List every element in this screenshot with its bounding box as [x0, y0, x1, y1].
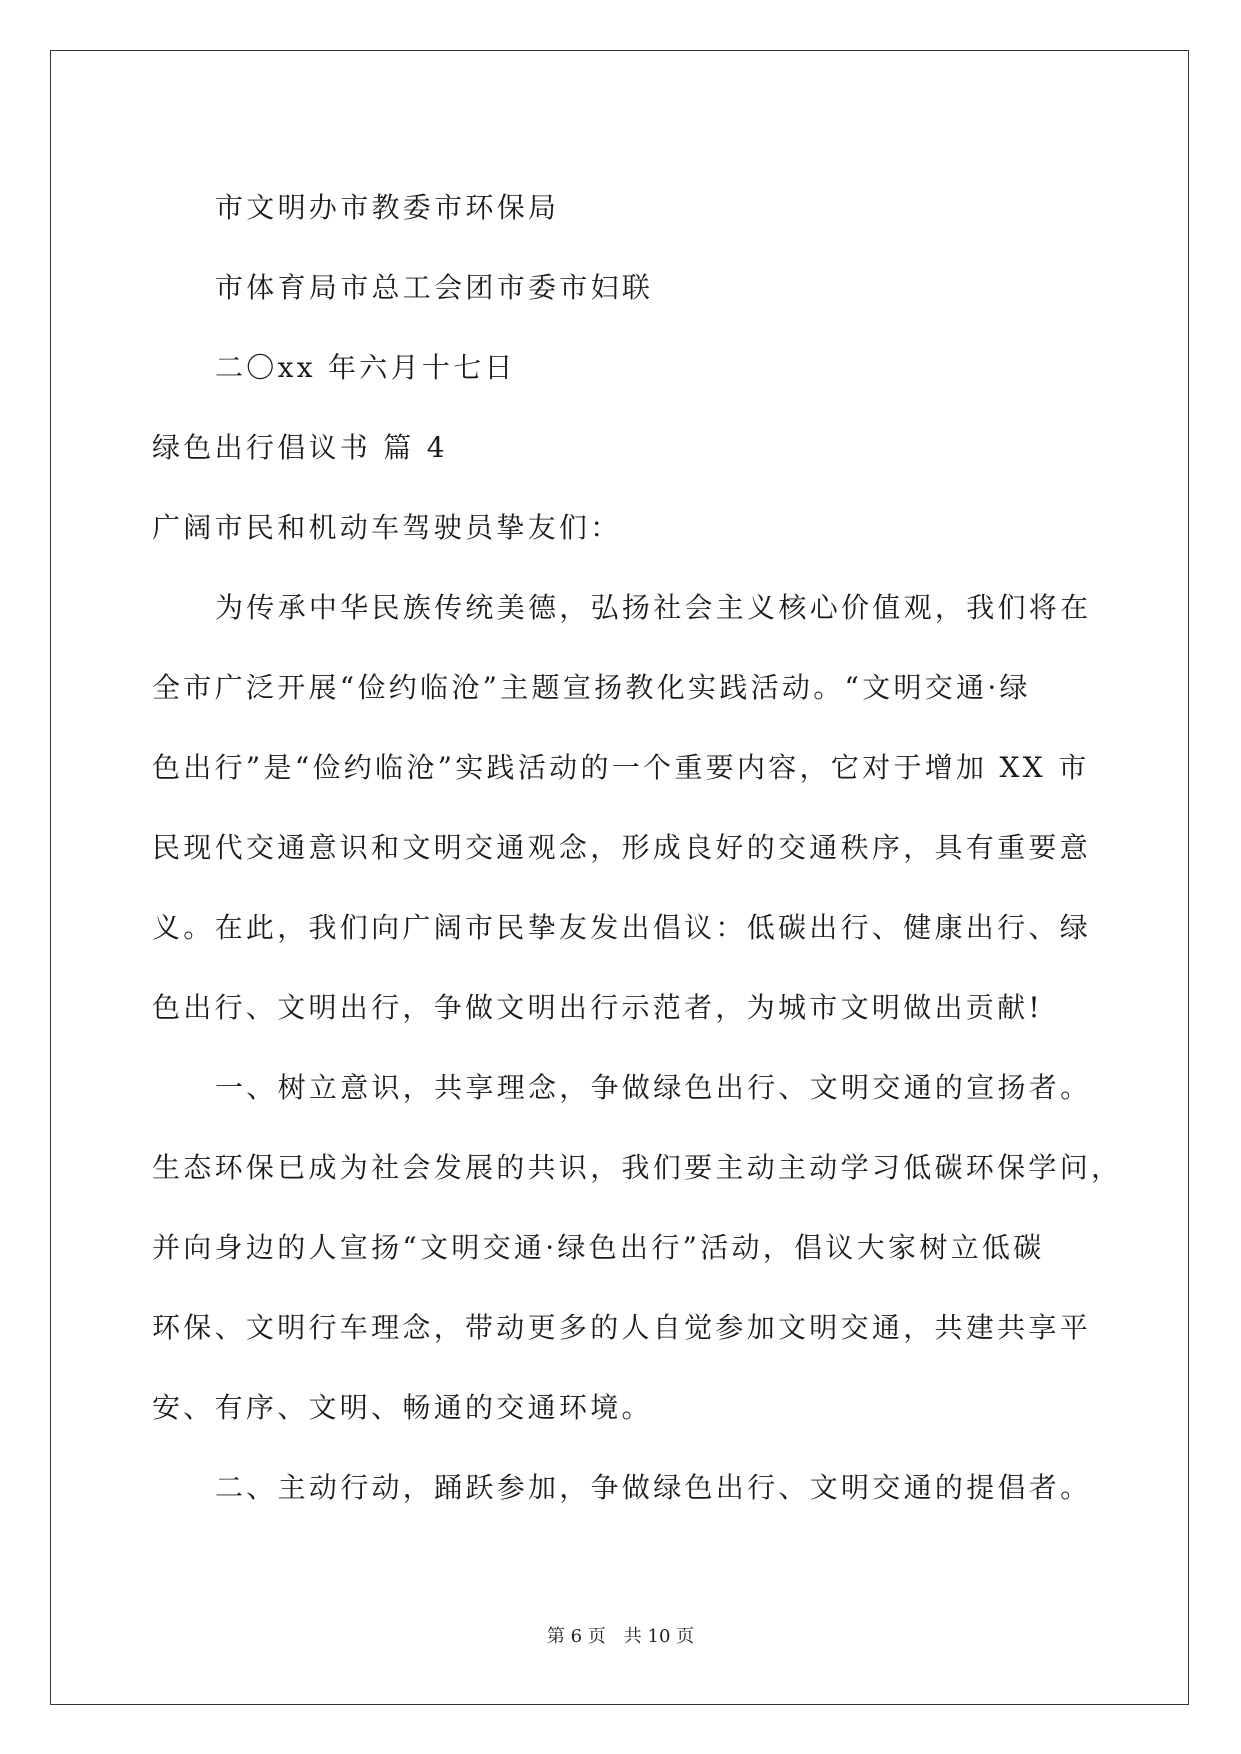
- date-line: 二〇xx 年六月十七日: [215, 351, 516, 384]
- body-line: 安、有序、文明、畅通的交通环境。: [152, 1391, 653, 1424]
- body-line: 全市广泛开展“俭约临沧”主题宣扬教化实践活动。“文明交通·绿: [152, 671, 1031, 704]
- section-title: 绿色出行倡议书 篇 4: [152, 431, 448, 464]
- document-body: [152, 168, 1123, 1528]
- signatory-line-2: 市体育局市总工会团市委市妇联: [215, 271, 654, 304]
- point-two-heading: 二、主动行动，踊跃参加，争做绿色出行、文明交通的提倡者。: [215, 1471, 1092, 1504]
- body-line: 义。在此，我们向广阔市民挚友发出倡议：低碳出行、健康出行、绿: [152, 911, 1092, 944]
- body-line: 生态环保已成为社会发展的共识，我们要主动主动学习低碳环保学问，: [152, 1151, 1123, 1184]
- body-line: 为传承中华民族传统美德，弘扬社会主义核心价值观，我们将在: [215, 591, 1092, 624]
- body-line: 环保、文明行车理念，带动更多的人自觉参加文明交通，共建共享平: [152, 1311, 1092, 1344]
- salutation: 广阔市民和机动车驾驶员挚友们：: [152, 511, 622, 544]
- body-line: 民现代交通意识和文明交通观念，形成良好的交通秩序，具有重要意: [152, 831, 1092, 864]
- body-line: 色出行”是“俭约临沧”实践活动的一个重要内容，它对于增加 XX 市: [152, 751, 1090, 784]
- signatory-line-1: 市文明办市教委市环保局: [215, 191, 560, 224]
- page-number: 第 6 页 共 10 页: [546, 1626, 695, 1647]
- body-line: 并向身边的人宣扬“文明交通·绿色出行”活动，倡议大家树立低碳: [152, 1231, 1045, 1264]
- body-line: 色出行、文明出行，争做文明出行示范者，为城市文明做出贡献!: [152, 991, 1043, 1024]
- point-one-heading: 一、树立意识，共享理念，争做绿色出行、文明交通的宣扬者。: [215, 1071, 1092, 1104]
